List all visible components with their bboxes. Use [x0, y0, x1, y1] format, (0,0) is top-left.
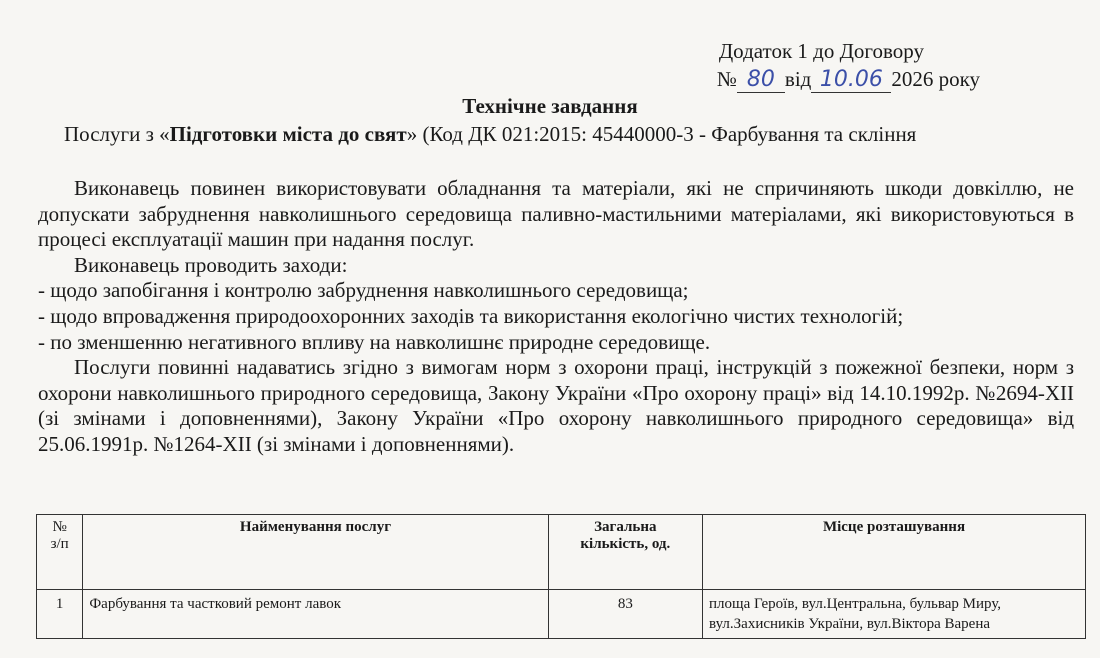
table-row [37, 590, 1086, 639]
row-quantity: 83 [548, 590, 702, 639]
annex-title: Додаток 1 до Договору [718, 39, 924, 63]
body-text [38, 176, 1074, 458]
header-quantity-line2: кількість, од. [580, 536, 671, 552]
number-label: № [716, 67, 737, 91]
header-number [37, 515, 83, 590]
services-table [36, 514, 1086, 639]
header-number-line1: № [52, 519, 67, 535]
header-location: Місце розташування [703, 515, 1086, 590]
annex-contract-line [717, 65, 980, 93]
year-suffix: 2026 року [891, 67, 980, 91]
row-location: площа Героїв, вул.Центральна, бульвар Миру, вул.Захисників України, вул.Віктора Варена [703, 590, 1086, 639]
paragraph-regulations: Послуги повинні надаватись згідно з вимогам норм з охорони праці, інструкцій з пожежної безпеки, норм з охорони навколишнього природного середовища, Закону України «Про охорону праці» від 14.10.1992р. №2694-XII (зі змінами і доповненнями), Закону України «Про охорону навколишнього природного середовища» від 25.06.1991р. №1264-XII (зі змінами і доповненнями). [38, 355, 1074, 456]
row-service-name: Фарбування та частковий ремонт лавок [83, 590, 548, 639]
header-quantity [548, 515, 702, 590]
bullet-negative-impact: - по зменшенню негативного впливу на навколишнє природне середовище. [38, 329, 711, 354]
contract-number-handwritten: 80 [737, 68, 785, 93]
document-title: Технічне завдання [462, 94, 638, 118]
bullet-eco-technologies: - щодо впровадження природоохоронних заходів та використання екологічно чистих технологій; [38, 303, 904, 328]
paragraph-measures-intro: Виконавець проводить заходи: [74, 252, 348, 277]
row-number: 1 [37, 590, 83, 639]
from-label: від [784, 67, 812, 91]
document-subtitle [64, 122, 916, 147]
header-number-line2: з/п [50, 536, 69, 552]
annex-header [716, 37, 980, 93]
subtitle-bold: Підготовки міста до свят [169, 122, 407, 146]
subtitle-suffix: » (Код ДК 021:2015: 45440000-3 - Фарбування та скління [406, 122, 917, 146]
table-header-row [37, 515, 1086, 590]
header-quantity-line1: Загальна [594, 519, 657, 535]
paragraph-requirements: Виконавець повинен використовувати обладнання та матеріали, які не спричиняють шкоди довкіллю, не допускати забруднення навколишнього середовища паливно-мастильними матеріалами, які використовуються в процесі експлуатації машин при надання послуг. [38, 176, 1074, 252]
subtitle-prefix: Послуги з « [64, 122, 170, 146]
contract-date-handwritten: 10.06 [811, 68, 891, 93]
bullet-pollution-control: - щодо запобігання і контролю забруднення навколишнього середовища; [38, 278, 689, 303]
header-service-name: Найменування послуг [83, 515, 548, 590]
